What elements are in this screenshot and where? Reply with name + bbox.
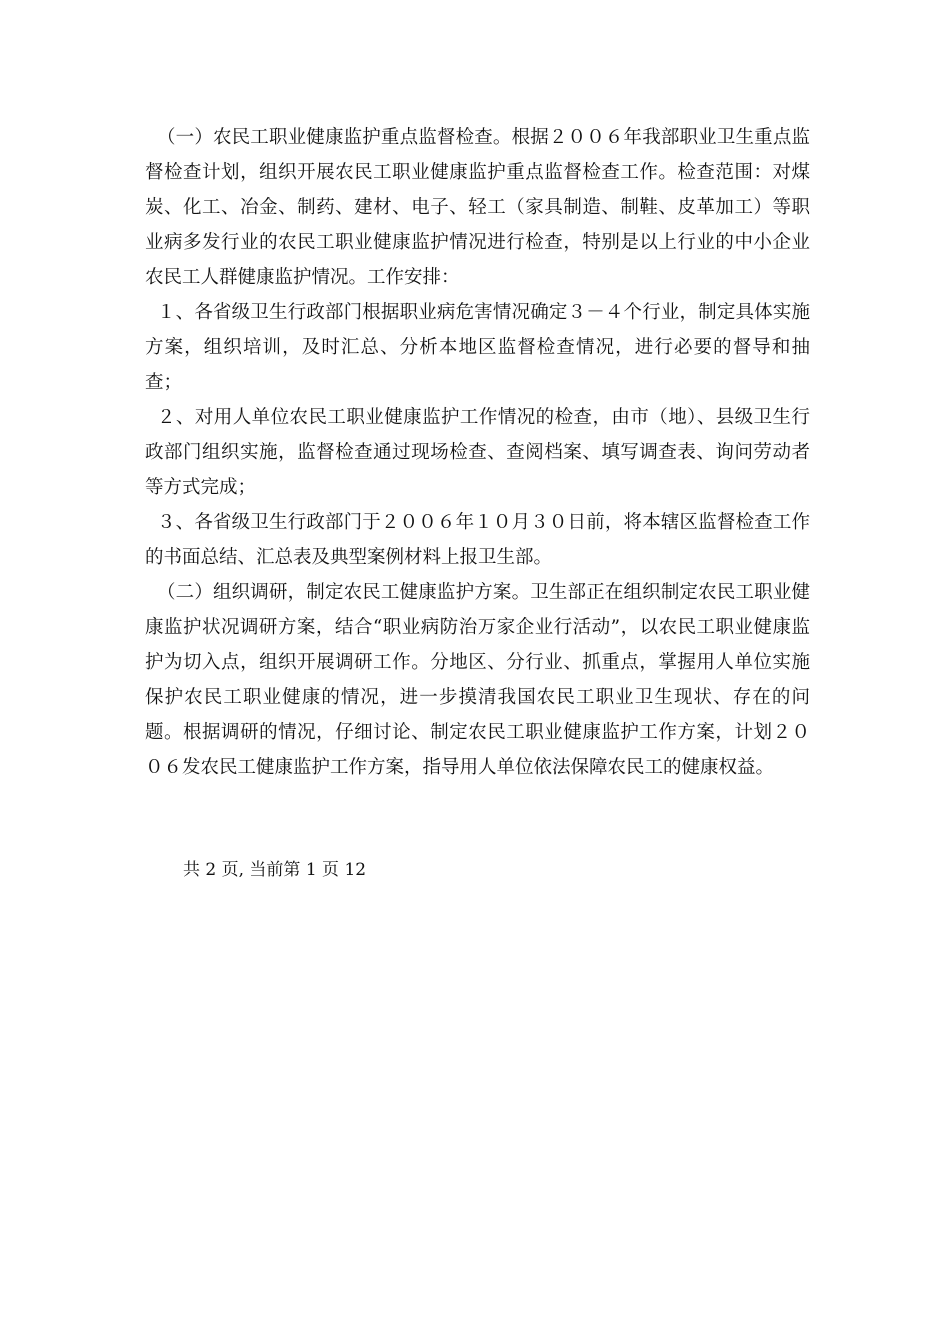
list-item-1: １、各省级卫生行政部门根据职业病危害情况确定３－４个行业，制定具体实施方案，组织培训，及时汇总、分析本地区监督检查情况，进行必要的督导和抽查； bbox=[145, 302, 810, 393]
list-item-2: ２、对用人单位农民工职业健康监护工作情况的检查，由市（地）、县级卫生行政部门组织实施，监督检查通过现场检查、查阅档案、填写调查表、询问劳动者等方式完成； bbox=[145, 407, 810, 498]
section-one-paragraph: （一）农民工职业健康监护重点监督检查。根据２００６年我部职业卫生重点监督检查计划，组织开展农民工职业健康监护重点监督检查工作。检查范围：对煤炭、化工、冶金、制药、建材、电子、轻工（家具制造、制鞋、皮革加工）等职业病多发行业的农民工职业健康监护情况进行检查，特别是以上行业的中小企业农民工人群健康监护情况。工作安排： bbox=[145, 127, 810, 288]
list-item-3: ３、各省级卫生行政部门于２００６年１０月３０日前，将本辖区监督检查工作的书面总结、汇总表及典型案例材料上报卫生部。 bbox=[145, 512, 810, 568]
page-footer: 共 2 页, 当前第 1 页 12 bbox=[183, 860, 367, 880]
document-body bbox=[145, 120, 810, 785]
section-two-paragraph: （二）组织调研，制定农民工健康监护方案。卫生部正在组织制定农民工职业健康监护状况调研方案，结合“职业病防治万家企业行活动”，以农民工职业健康监护为切入点，组织开展调研工作。分地区、分行业、抓重点，掌握用人单位实施保护农民工职业健康的情况，进一步摸清我国农民工职业卫生现状、存在的问题。根据调研的情况，仔细讨论、制定农民工职业健康监护工作方案，计划２００６发农民工健康监护工作方案，指导用人单位依法保障农民工的健康权益。 bbox=[145, 582, 810, 778]
